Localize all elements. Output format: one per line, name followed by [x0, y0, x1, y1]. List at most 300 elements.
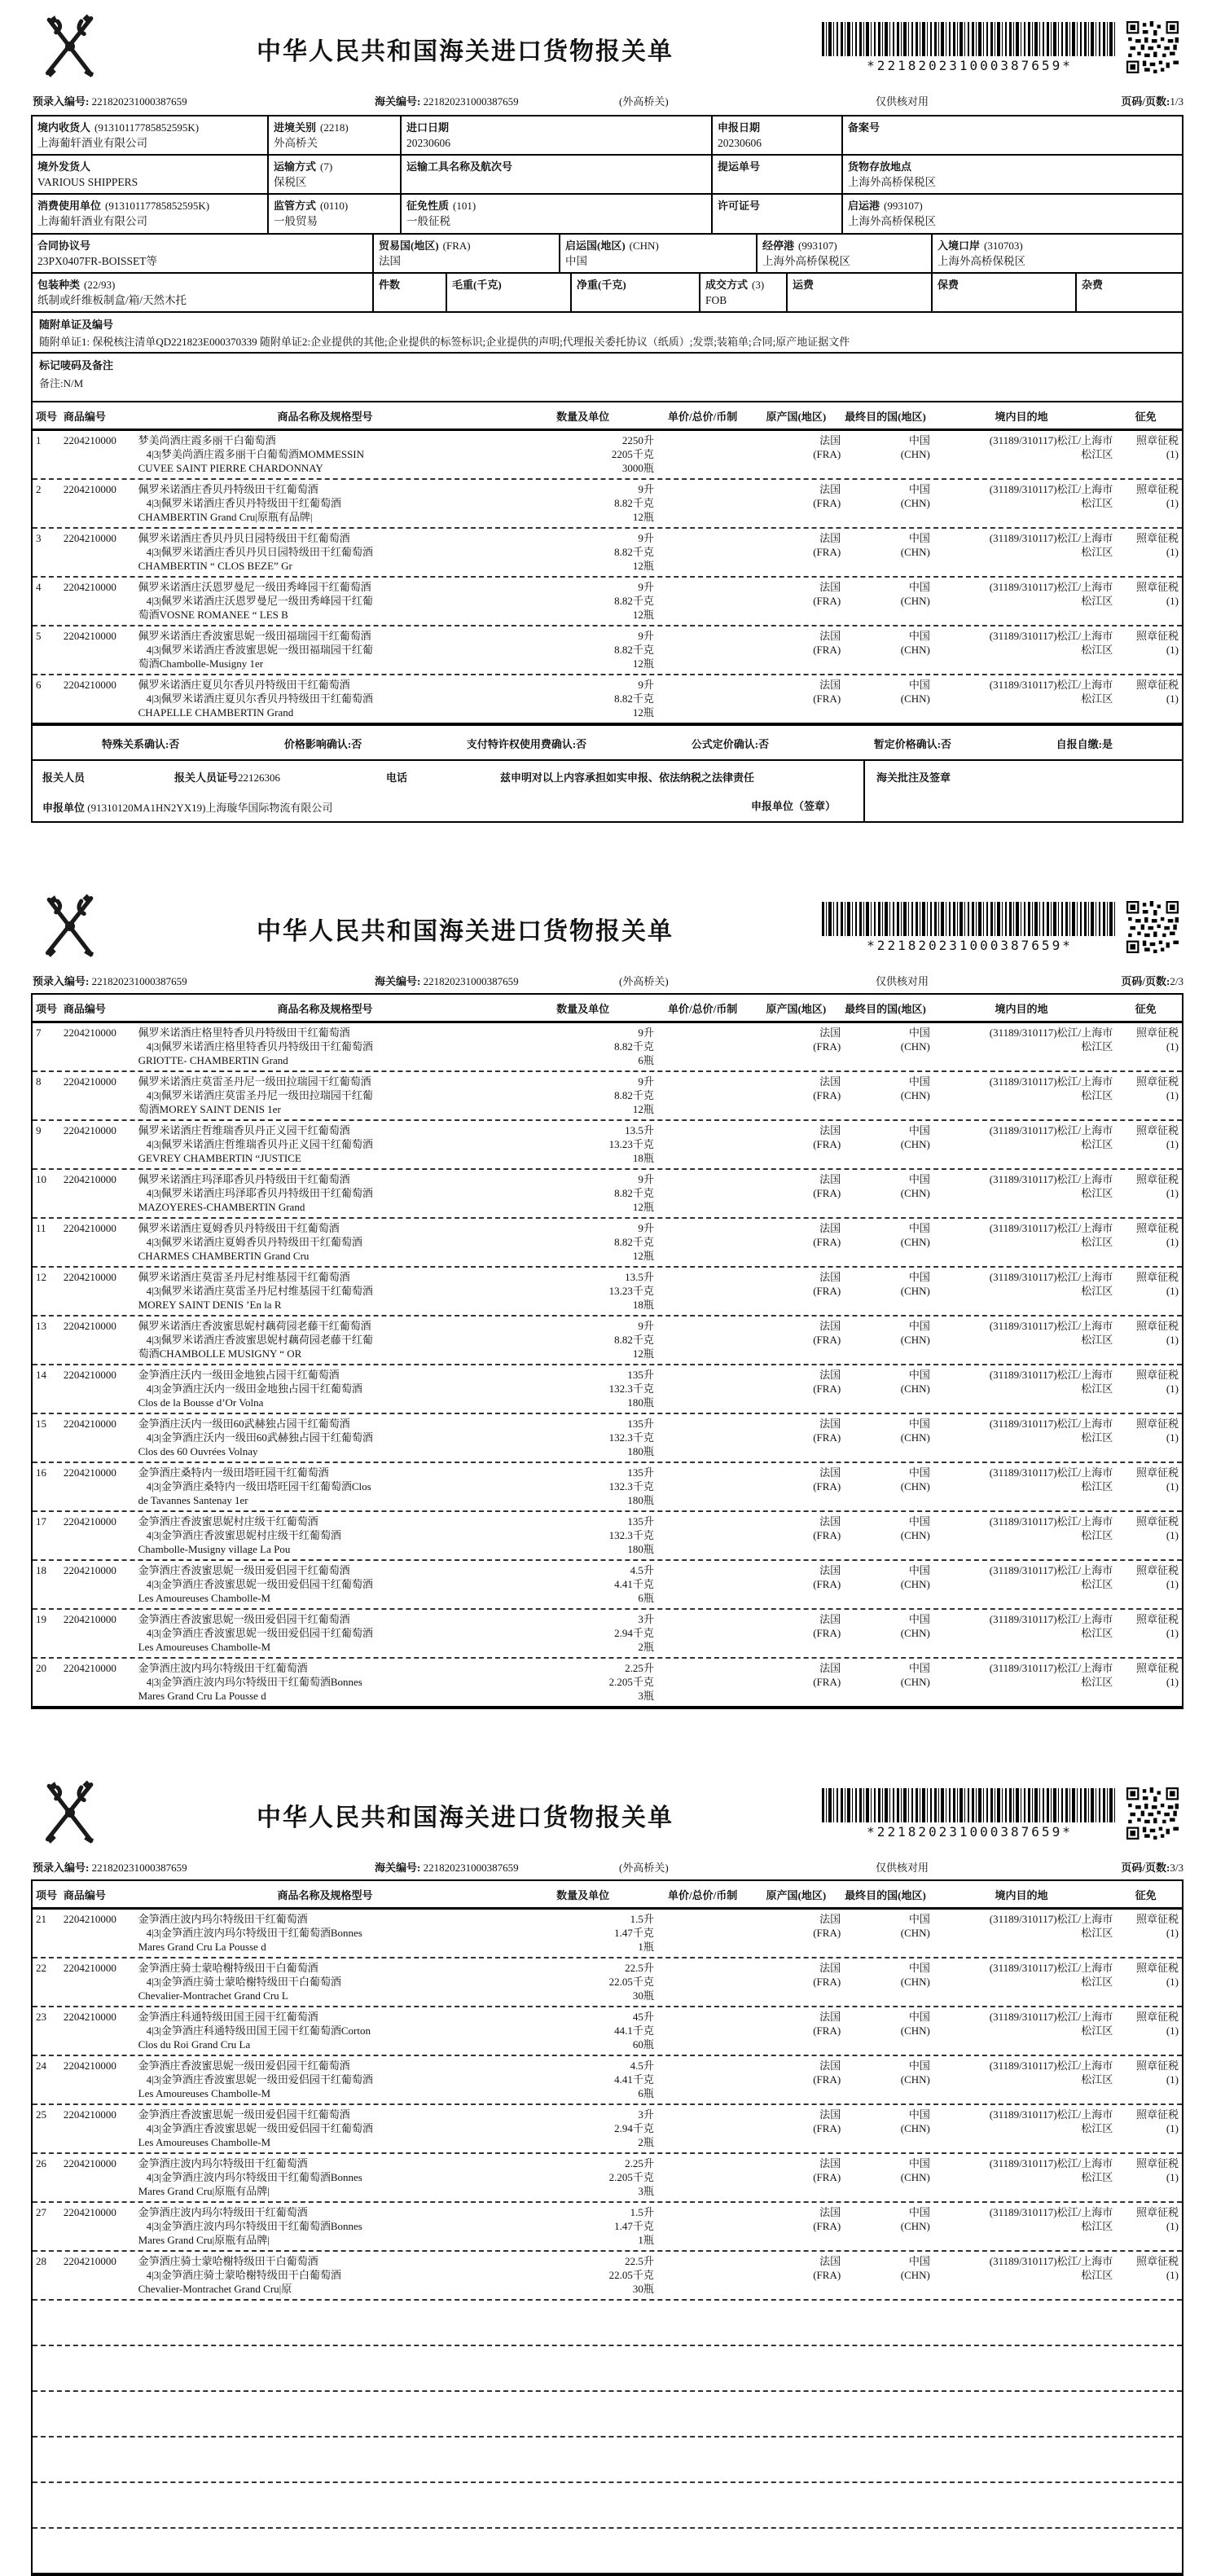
page-number-value: 2/3: [1170, 975, 1183, 988]
item-name-cn: 佩罗米诺酒庄格里特香贝丹特级田干红葡萄酒: [138, 1026, 350, 1040]
item-name-cn: 金笋酒庄波内玛尔特级田干红葡萄酒: [138, 1913, 308, 1926]
item-spec: 4|3|佩罗米诺酒庄哲维瑞香贝丹正义园干红葡萄酒: [146, 1138, 373, 1151]
form-field: [402, 195, 713, 232]
item-quantity: [512, 1319, 654, 1361]
col-origin-country: 原产国(地区): [766, 1889, 827, 1902]
item-destination-country: 中国 (CHN): [900, 483, 930, 510]
item-name: [138, 2254, 512, 2296]
item-row: [33, 478, 1182, 527]
item-price: [654, 1123, 752, 1165]
barcode-text: *221820231000387659*: [867, 1824, 1073, 1840]
item-name: [138, 1270, 512, 1312]
item-name-latin: Mares Grand Cru La Pousse d: [138, 1690, 266, 1703]
customs-number: [375, 93, 619, 108]
item-name: [138, 1221, 512, 1263]
item-price: [654, 1961, 752, 2002]
item-no: 4: [36, 581, 42, 594]
item-row: [33, 2152, 1182, 2201]
item-qty-bottles: 12瓶: [632, 1347, 654, 1361]
customs-number: [375, 1859, 619, 1875]
confirmations-row: [31, 724, 1183, 761]
items-body: [33, 1023, 1182, 1706]
form-field-label: 运输方式: [274, 160, 317, 174]
item-levy-mode: 照章征税 (1): [1135, 1418, 1179, 1444]
item-levy-mode: 照章征税 (1): [1135, 581, 1179, 608]
item-no: 10: [36, 1173, 46, 1186]
form-field-label: 启运国(地区): [565, 239, 626, 252]
item-row: [33, 1910, 1182, 1957]
form-field-label: 毛重(千克): [452, 278, 502, 291]
item-origin-country: 法国 (FRA): [813, 1515, 841, 1542]
item-origin-country: 法国 (FRA): [813, 2157, 841, 2184]
item-domestic-destination: (31189/310117)松江/上海市 松江区: [989, 434, 1113, 461]
item-price: [654, 2254, 752, 2296]
item-origin-country: 法国 (FRA): [813, 1466, 841, 1493]
form-field: [843, 195, 1182, 232]
form-field-label: 许可证号: [718, 200, 761, 213]
item-no: 3: [36, 532, 42, 545]
item-qty-bottles: 3000瓶: [621, 462, 654, 475]
barcode-text: *221820231000387659*: [867, 58, 1073, 73]
header-form: [31, 115, 1183, 313]
check-only-note: 仅供核对用: [876, 95, 929, 108]
col-commodity-code: 商品编号: [63, 1003, 106, 1016]
col-levy-exemption: 征免: [1135, 1003, 1157, 1016]
item-domestic-destination: (31189/310117)松江/上海市 松江区: [989, 2206, 1113, 2233]
item-qty-weight: 2.205千克: [608, 2171, 654, 2184]
form-field: [402, 156, 713, 193]
customs-emblem-icon: [31, 11, 109, 81]
item-commodity-code: 2204210000: [63, 2011, 116, 2024]
form-field-label: 经停港: [762, 239, 795, 252]
item-no: 25: [36, 2108, 46, 2121]
item-price: [654, 2059, 752, 2100]
item-qty-bottles: 12瓶: [632, 657, 654, 670]
item-qty-weight: 4.41千克: [614, 1578, 654, 1591]
col-item-no: 项号: [36, 411, 58, 424]
item-name-cn: 佩罗米诺酒庄莫雷圣丹尼村维基园干红葡萄酒: [138, 1271, 350, 1284]
item-domestic-destination: (31189/310117)松江/上海市 松江区: [989, 1564, 1113, 1591]
item-qty-weight: 13.23千克: [608, 1285, 654, 1298]
customs-office: (外高桥关): [619, 95, 669, 108]
form-field: [843, 156, 1182, 193]
barcode-block: [821, 891, 1183, 953]
customs-number-value: 221820231000387659: [423, 975, 519, 988]
col-price-currency: 单价/总价/币制: [668, 1889, 738, 1902]
item-qty-bottles: 3瓶: [638, 2185, 654, 2198]
item-name-latin: Mares Grand Cru|原瓶有品牌|: [138, 2185, 270, 2198]
agent-cert-label: 报关人员证号: [174, 771, 239, 785]
item-name: [138, 1912, 512, 1954]
barcode-block: [821, 1778, 1183, 1840]
item-qty-weight: 132.3千克: [608, 1529, 654, 1542]
item-price: [654, 2156, 752, 2198]
empty-item-row: [33, 2299, 1182, 2345]
item-no: 9: [36, 1124, 42, 1137]
item-quantity: [512, 1026, 654, 1067]
item-row: [33, 1266, 1182, 1315]
item-name-cn: 佩罗米诺酒庄夏贝尔香贝丹特级田干红葡萄酒: [138, 679, 350, 692]
item-no: 27: [36, 2206, 46, 2219]
col-domestic-destination: 境内目的地: [995, 411, 1048, 424]
item-spec: 4|3|金笋酒庄科通特级田国王园干红葡萄酒Corton: [146, 2024, 371, 2038]
item-no: 19: [36, 1613, 46, 1626]
form-field-label: 监管方式: [274, 200, 317, 213]
item-destination-country: 中国 (CHN): [900, 630, 930, 657]
page-number: [1121, 973, 1183, 988]
pre-entry-number: [33, 93, 375, 108]
form-field-label: 境内收货人: [37, 121, 91, 134]
attached-documents-content: 随附单证1: 保税核注清单QD221823E000370339 随附单证2:企业提供的其他;企业提供的标签标识;企业提供的声明;代理报关委托协议（纸质）;发票;装箱单;合同;原产地证据文件: [39, 336, 850, 349]
item-origin-country: 法国 (FRA): [813, 434, 841, 461]
item-domestic-destination: (31189/310117)松江/上海市 松江区: [989, 2255, 1113, 2282]
item-qty-volume: 2250升: [621, 434, 654, 447]
item-domestic-destination: (31189/310117)松江/上海市 松江区: [989, 1613, 1113, 1640]
form-field-label: 备案号: [848, 121, 880, 134]
item-row: [33, 1168, 1182, 1217]
item-domestic-destination: (31189/310117)松江/上海市 松江区: [989, 1466, 1113, 1493]
item-no: 7: [36, 1026, 42, 1040]
item-name-cn: 金笋酒庄波内玛尔特级田干红葡萄酒: [138, 2157, 308, 2170]
item-origin-country: 法国 (FRA): [813, 1320, 841, 1347]
form-field-value: 20230606: [406, 137, 450, 149]
item-quantity: [512, 1368, 654, 1409]
form-field-value: 一般贸易: [274, 215, 318, 228]
form-field-code: (993107): [884, 200, 923, 213]
document-number-row: [33, 1859, 1183, 1875]
item-qty-volume: 13.5升: [625, 1124, 654, 1137]
col-commodity-name: 商品名称及规格型号: [277, 411, 373, 424]
form-field-label: 保费: [938, 278, 960, 291]
item-qty-weight: 132.3千克: [608, 1480, 654, 1493]
item-destination-country: 中国 (CHN): [900, 1913, 930, 1940]
item-levy-mode: 照章征税 (1): [1135, 1613, 1179, 1640]
customs-emblem-icon: [31, 1778, 109, 1848]
item-qty-volume: 22.5升: [625, 2255, 654, 2268]
item-commodity-code: 2204210000: [63, 581, 116, 594]
item-qty-bottles: 6瓶: [638, 1592, 654, 1605]
item-qty-bottles: 1瓶: [638, 2234, 654, 2247]
item-row: [33, 2006, 1182, 2055]
form-field-code: (0110): [320, 200, 349, 213]
item-quantity: [512, 2059, 654, 2100]
item-destination-country: 中国 (CHN): [900, 2108, 930, 2135]
item-name-cn: 金笋酒庄波内玛尔特级田干红葡萄酒: [138, 2206, 308, 2219]
item-name-cn: 佩罗米诺酒庄莫雷圣丹尼一级田拉瑞园干红葡萄酒: [138, 1075, 371, 1088]
empty-item-row: [33, 2481, 1182, 2527]
item-destination-country: 中国 (CHN): [900, 1271, 930, 1298]
col-commodity-name: 商品名称及规格型号: [277, 1003, 373, 1016]
item-quantity: [512, 1661, 654, 1703]
item-no: 18: [36, 1564, 46, 1577]
item-destination-country: 中国 (CHN): [900, 2255, 930, 2282]
item-commodity-code: 2204210000: [63, 1515, 116, 1528]
form-field-label: 提运单号: [718, 160, 761, 174]
item-qty-weight: 8.82千克: [614, 595, 654, 608]
item-quantity: [512, 1961, 654, 2002]
check-only-note: 仅供核对用: [876, 975, 929, 988]
customs-number-label: 海关编号:: [375, 1862, 421, 1875]
customs-endorsement-label: 海关批注及签章: [863, 761, 1182, 821]
item-domestic-destination: (31189/310117)松江/上海市 松江区: [989, 1271, 1113, 1298]
col-destination-country: 最终目的国(地区): [845, 1003, 926, 1016]
form-field: [713, 156, 843, 193]
item-spec: 4|3|金笋酒庄波内玛尔特级田干红葡萄酒Bonnes: [146, 2220, 362, 2233]
item-quantity: [512, 433, 654, 475]
form-field-value: 一般征税: [406, 215, 450, 228]
item-destination-country: 中国 (CHN): [900, 679, 930, 706]
item-origin-country: 法国 (FRA): [813, 532, 841, 559]
form-field-value: 上海葡轩酒业有限公司: [37, 215, 147, 228]
item-destination-country: 中国 (CHN): [900, 1613, 930, 1640]
item-destination-country: 中国 (CHN): [900, 1418, 930, 1444]
item-quantity: [512, 2205, 654, 2247]
barcode: [821, 1787, 1118, 1840]
barcode-stripes-icon: [821, 21, 1118, 57]
page-number: [1121, 93, 1183, 108]
item-qty-bottles: 12瓶: [632, 1103, 654, 1116]
item-commodity-code: 2204210000: [63, 2206, 116, 2219]
form-field-label: 成交方式: [705, 278, 749, 291]
item-commodity-code: 2204210000: [63, 1369, 116, 1382]
item-qty-bottles: 12瓶: [632, 706, 654, 719]
col-levy-exemption: 征免: [1135, 1889, 1157, 1902]
item-qty-weight: 8.82千克: [614, 1236, 654, 1249]
truthful-declaration-statement: 兹申明对以上内容承担如实申报、依法纳税之法律责任: [500, 771, 755, 785]
item-name-latin: Chevalier-Montrachet Grand Cru L: [138, 1989, 288, 2002]
form-field: [269, 195, 402, 232]
item-price: [654, 482, 752, 524]
item-levy-mode: 照章征税 (1): [1135, 1222, 1179, 1249]
item-commodity-code: 2204210000: [63, 1271, 116, 1284]
item-origin-country: 法国 (FRA): [813, 1418, 841, 1444]
form-field-label: 件数: [379, 278, 401, 291]
pre-entry-value: 221820231000387659: [91, 975, 187, 988]
form-field: [33, 156, 269, 193]
item-commodity-code: 2204210000: [63, 2059, 116, 2073]
item-row: [33, 1217, 1182, 1266]
item-row: [33, 1559, 1182, 1608]
item-name-latin: Les Amoureuses Chambolle-M: [138, 2136, 271, 2149]
item-quantity: [512, 1514, 654, 1556]
item-price: [654, 1417, 752, 1458]
form-field-value: 上海外高桥保税区: [938, 254, 1025, 267]
item-qty-volume: 1.5升: [630, 2206, 654, 2219]
item-price: [654, 1612, 752, 1654]
item-quantity: [512, 2254, 654, 2296]
item-name-latin: 萄酒VOSNE ROMANEE “ LES B: [138, 609, 288, 622]
item-name-cn: 金笋酒庄香波蜜思妮一级田爱侣园干红葡萄酒: [138, 1564, 350, 1577]
customs-office: (外高桥关): [619, 975, 669, 988]
item-name-latin: 萄酒Chambolle-Musigny 1er: [138, 657, 264, 670]
item-origin-country: 法国 (FRA): [813, 1026, 841, 1053]
item-origin-country: 法国 (FRA): [813, 1564, 841, 1591]
barcode-stripes-icon: [821, 1787, 1118, 1823]
item-price: [654, 1270, 752, 1312]
item-qty-bottles: 12瓶: [632, 511, 654, 524]
item-name: [138, 531, 512, 573]
item-name: [138, 1026, 512, 1067]
item-domestic-destination: (31189/310117)松江/上海市 松江区: [989, 630, 1113, 657]
item-row: [33, 1364, 1182, 1413]
item-domestic-destination: (31189/310117)松江/上海市 松江区: [989, 2108, 1113, 2135]
item-quantity: [512, 1417, 654, 1458]
item-qty-weight: 8.82千克: [614, 1187, 654, 1200]
item-quantity: [512, 1221, 654, 1263]
item-commodity-code: 2204210000: [63, 1075, 116, 1088]
item-qty-volume: 9升: [638, 532, 654, 545]
item-qty-volume: 135升: [627, 1418, 654, 1431]
form-row: [33, 235, 1182, 274]
item-levy-mode: 照章征税 (1): [1135, 679, 1179, 706]
item-domestic-destination: (31189/310117)松江/上海市 松江区: [989, 1075, 1113, 1102]
item-name-latin: GEVREY CHAMBERTIN “JUSTICE: [138, 1152, 301, 1165]
item-destination-country: 中国 (CHN): [900, 434, 930, 461]
item-destination-country: 中国 (CHN): [900, 2059, 930, 2086]
item-name-cn: 金笋酒庄沃内一级田60武赫独占园干红葡萄酒: [138, 1418, 350, 1431]
item-destination-country: 中国 (CHN): [900, 1662, 930, 1689]
declaration-document: [0, 11, 1212, 2576]
item-qty-weight: 132.3千克: [608, 1431, 654, 1444]
form-field: [713, 116, 843, 154]
item-quantity: [512, 482, 654, 524]
item-spec: 4|3|佩罗米诺酒庄莫雷圣丹尼一级田拉瑞园干红葡: [146, 1089, 373, 1102]
item-qty-bottles: 180瓶: [627, 1445, 654, 1458]
form-field-code: (22/93): [84, 278, 116, 291]
item-name: [138, 1368, 512, 1409]
item-origin-country: 法国 (FRA): [813, 2011, 841, 2038]
item-quantity: [512, 1270, 654, 1312]
declaration-left: [33, 761, 497, 821]
form-field-value: 纸制或纤维板制盒/箱/天然木托: [37, 293, 187, 306]
item-levy-mode: 照章征税 (1): [1135, 1466, 1179, 1493]
item-qty-bottles: 12瓶: [632, 560, 654, 573]
qr-code-icon: [1126, 901, 1179, 953]
item-commodity-code: 2204210000: [63, 1320, 116, 1333]
item-qty-volume: 4.5升: [630, 1564, 654, 1577]
item-domestic-destination: (31189/310117)松江/上海市 松江区: [989, 2157, 1113, 2184]
items-header: [33, 402, 1182, 431]
page-number-label: 页码/页数:: [1121, 975, 1170, 988]
item-row: [33, 1315, 1182, 1364]
item-qty-volume: 135升: [627, 1466, 654, 1479]
items-table: [31, 401, 1183, 726]
item-destination-country: 中国 (CHN): [900, 2206, 930, 2233]
item-destination-country: 中国 (CHN): [900, 1962, 930, 1989]
item-qty-volume: 2.25升: [625, 2157, 654, 2170]
item-name: [138, 1563, 512, 1605]
form-field-label: 消费使用单位: [37, 200, 102, 213]
item-qty-volume: 9升: [638, 630, 654, 643]
item-name-latin: Les Amoureuses Chambolle-M: [138, 2087, 271, 2100]
page-header: [31, 1778, 1183, 1854]
item-name: [138, 1961, 512, 2002]
form-field-label: 合同协议号: [37, 239, 91, 252]
item-row: [33, 674, 1182, 723]
col-destination-country: 最终目的国(地区): [845, 411, 926, 424]
item-name: [138, 433, 512, 475]
items-body: [33, 1910, 1182, 2573]
item-origin-country: 法国 (FRA): [813, 2108, 841, 2135]
form-field: [374, 274, 447, 311]
item-name: [138, 678, 512, 719]
form-field: [560, 235, 758, 272]
item-name-cn: 金笋酒庄香波蜜思妮一级田爱侣园干红葡萄酒: [138, 1613, 350, 1626]
page-number-label: 页码/页数:: [1121, 1862, 1170, 1875]
item-qty-volume: 9升: [638, 679, 654, 692]
form-field: [1077, 274, 1182, 311]
item-price: [654, 531, 752, 573]
col-origin-country: 原产国(地区): [766, 411, 827, 424]
item-destination-country: 中国 (CHN): [900, 1173, 930, 1200]
item-row: [33, 2250, 1182, 2299]
item-commodity-code: 2204210000: [63, 483, 116, 496]
item-origin-country: 法国 (FRA): [813, 1662, 841, 1689]
item-no: 1: [36, 434, 42, 447]
item-no: 15: [36, 1418, 46, 1431]
item-domestic-destination: (31189/310117)松江/上海市 松江区: [989, 2011, 1113, 2038]
item-qty-weight: 22.05千克: [608, 1976, 654, 1989]
item-destination-country: 中国 (CHN): [900, 2011, 930, 2038]
item-domestic-destination: (31189/310117)松江/上海市 松江区: [989, 679, 1113, 706]
form-field: [843, 116, 1182, 154]
form-field-value: 上海葡轩酒业有限公司: [37, 137, 147, 149]
form-field-value: 法国: [379, 254, 401, 267]
item-quantity: [512, 2108, 654, 2149]
item-spec: 4|3|金笋酒庄骑士蒙哈榭特级田干白葡萄酒: [146, 2269, 341, 2282]
item-qty-volume: 9升: [638, 1173, 654, 1186]
item-spec: 4|3|金笋酒庄沃内一级田金地独占园干红葡萄酒: [146, 1383, 362, 1396]
item-no: 17: [36, 1515, 46, 1528]
item-origin-country: 法国 (FRA): [813, 1222, 841, 1249]
item-destination-country: 中国 (CHN): [900, 1564, 930, 1591]
col-item-no: 项号: [36, 1003, 58, 1016]
item-qty-bottles: 2瓶: [638, 2136, 654, 2149]
barcode-text: *221820231000387659*: [867, 938, 1073, 954]
item-levy-mode: 照章征税 (1): [1135, 1271, 1179, 1298]
document-number-row: [33, 93, 1183, 108]
item-spec: 4|3|金笋酒庄香波蜜思妮一级田爱侣园干红葡萄酒: [146, 1578, 373, 1591]
check-only-note: 仅供核对用: [876, 1862, 929, 1875]
customs-number-label: 海关编号:: [375, 95, 421, 108]
pre-entry-label: 预录入编号:: [33, 975, 90, 988]
item-domestic-destination: (31189/310117)松江/上海市 松江区: [989, 581, 1113, 608]
confirmation-item: 自报自缴:是: [1056, 738, 1113, 751]
form-field-label: 申报日期: [718, 121, 761, 134]
form-field-code: (CHN): [629, 239, 659, 252]
form-field-label: 入境口岸: [938, 239, 981, 252]
form-field-code: (FRA): [442, 239, 471, 252]
form-field-label: 进口日期: [406, 121, 450, 134]
form-field-code: (91310117785852595K): [94, 121, 200, 134]
item-commodity-code: 2204210000: [63, 434, 116, 447]
item-name-latin: 萄酒MOREY SAINT DENIS 1er: [138, 1103, 281, 1116]
item-name: [138, 1612, 512, 1654]
item-qty-volume: 9升: [638, 1075, 654, 1088]
pre-entry-number: [33, 1859, 375, 1875]
confirmation-item: 特殊关系确认:否: [102, 738, 180, 751]
item-spec: 4|3|佩罗米诺酒庄香波蜜思妮村藕荷园老藤干红葡: [146, 1334, 373, 1347]
item-qty-bottles: 30瓶: [632, 1989, 654, 2002]
item-origin-country: 法国 (FRA): [813, 1271, 841, 1298]
docs-box: [31, 311, 1183, 354]
item-price: [654, 1172, 752, 1214]
item-commodity-code: 2204210000: [63, 1564, 116, 1577]
item-name-cn: 佩罗米诺酒庄玛泽耶香贝丹特级田干红葡萄酒: [138, 1173, 350, 1186]
item-name-cn: 金笋酒庄科通特级田国王园干红葡萄酒: [138, 2011, 318, 2024]
form-field-label: 运输工具名称及航次号: [406, 160, 513, 174]
form-field-label: 境外发货人: [37, 160, 91, 174]
